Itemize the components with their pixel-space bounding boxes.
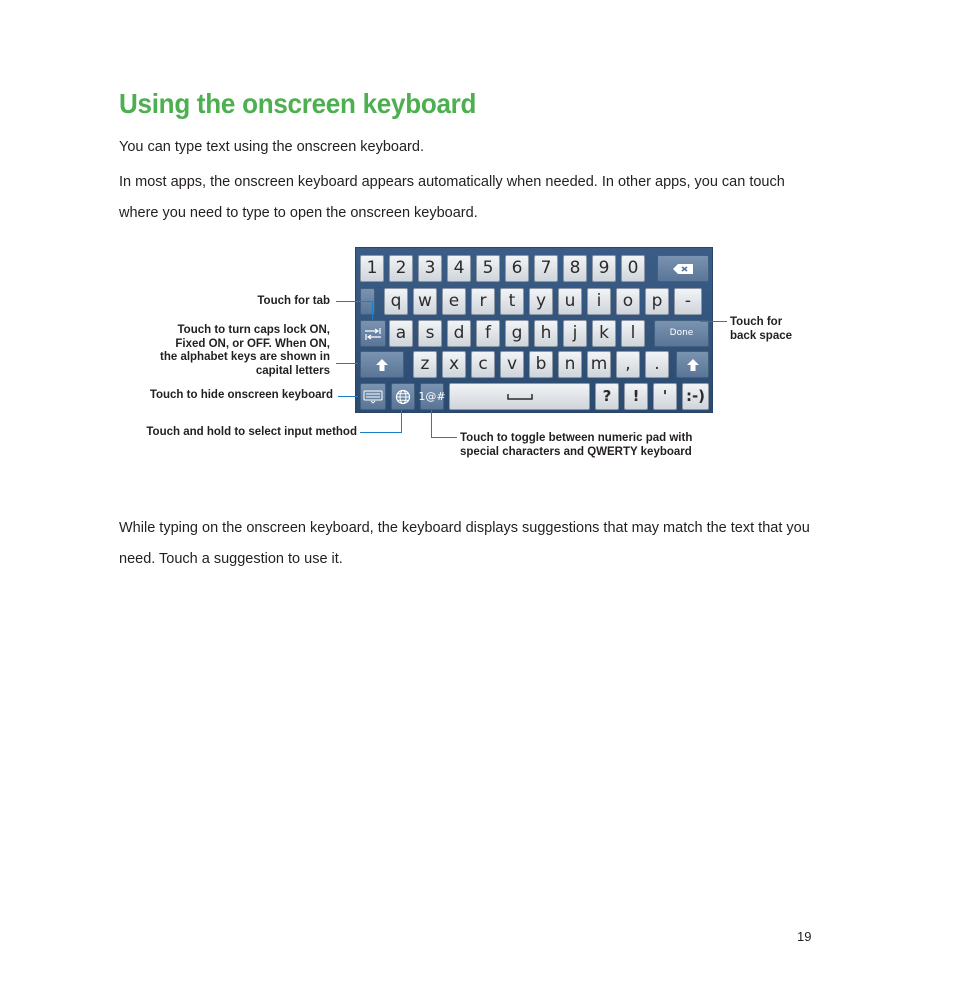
key-h: h xyxy=(534,320,558,347)
tab-key xyxy=(360,320,386,347)
backspace-icon xyxy=(672,263,694,275)
callout-backspace-line: Touch for xyxy=(730,316,783,328)
callout-caps-line: capital letters xyxy=(255,364,330,377)
apps-paragraph: In most apps, the onscreen keyboard appears automatically when needed. In other apps, you can touch where you need to type to open the onscreen keyboard. xyxy=(119,174,785,221)
toggle-leader-h xyxy=(431,437,457,438)
key-0: 0 xyxy=(621,255,645,282)
shift-icon xyxy=(687,359,699,371)
intro-paragraph: You can type text using the onscreen keyboard. xyxy=(119,139,424,155)
key-m: m xyxy=(587,351,611,378)
key-a: a xyxy=(389,320,413,347)
onscreen-keyboard xyxy=(355,247,713,413)
key-l: l xyxy=(621,320,645,347)
input-method-leader-v xyxy=(401,408,402,433)
key-exclamation: ! xyxy=(624,383,648,410)
keyboard-hide-icon xyxy=(363,390,383,404)
key-y: y xyxy=(529,288,553,315)
toggle-leader-v xyxy=(431,408,432,438)
key-8: 8 xyxy=(563,255,587,282)
key-smiley: :-) xyxy=(682,383,709,410)
globe-icon xyxy=(395,389,411,405)
callout-caps-line: Fixed ON, or OFF. When ON, xyxy=(175,337,330,350)
key-question: ? xyxy=(595,383,619,410)
key-f: f xyxy=(476,320,500,347)
shift-icon xyxy=(376,359,388,371)
key-u: u xyxy=(558,288,582,315)
callout-caps xyxy=(160,324,330,378)
callout-hide-keyboard: Touch to hide onscreen keyboard xyxy=(149,389,333,401)
key-c: c xyxy=(471,351,495,378)
key-g: g xyxy=(505,320,529,347)
key-dash: - xyxy=(674,288,702,315)
key-k: k xyxy=(592,320,616,347)
tab-leader-h xyxy=(336,301,373,302)
shift-key-left xyxy=(360,351,404,378)
key-j: j xyxy=(563,320,587,347)
key-period: . xyxy=(645,351,669,378)
input-method-key xyxy=(391,383,415,410)
suggestions-paragraph: While typing on the onscreen keyboard, the keyboard displays suggestions that may match the text that you need. Touch a suggestion to use it. xyxy=(119,520,810,567)
shift-key-right xyxy=(676,351,709,378)
key-s: s xyxy=(418,320,442,347)
key-comma: , xyxy=(616,351,640,378)
key-o: o xyxy=(616,288,640,315)
callout-input-method: Touch and hold to select input method xyxy=(146,426,357,438)
key-4: 4 xyxy=(447,255,471,282)
symbols-key: 1@# xyxy=(420,383,444,410)
key-9: 9 xyxy=(592,255,616,282)
key-apostrophe: ' xyxy=(653,383,677,410)
page-number: 19 xyxy=(797,929,812,944)
hide-keyboard-key xyxy=(360,383,386,410)
callout-toggle-symbols xyxy=(460,432,692,459)
key-v: v xyxy=(500,351,524,378)
callout-backspace xyxy=(730,316,792,343)
space-key xyxy=(449,383,590,410)
callout-caps-line: Touch to turn caps lock ON, xyxy=(177,324,330,336)
key-t: t xyxy=(500,288,524,315)
key-x: x xyxy=(442,351,466,378)
key-q: q xyxy=(384,288,408,315)
key-e: e xyxy=(442,288,466,315)
backspace-leader xyxy=(700,321,727,322)
key-6: 6 xyxy=(505,255,529,282)
callout-backspace-line: back space xyxy=(730,329,793,342)
key-5: 5 xyxy=(476,255,500,282)
key-7: 7 xyxy=(534,255,558,282)
key-r: r xyxy=(471,288,495,315)
key-i: i xyxy=(587,288,611,315)
key-3: 3 xyxy=(418,255,442,282)
key-p: p xyxy=(645,288,669,315)
hide-leader xyxy=(338,396,358,397)
callout-caps-line: the alphabet keys are shown in xyxy=(160,351,330,363)
key-2: 2 xyxy=(389,255,413,282)
tab-icon xyxy=(364,328,382,340)
callout-toggle-line: special characters and QWERTY keyboard xyxy=(460,445,692,458)
tab-leader-v xyxy=(372,301,373,320)
key-z: z xyxy=(413,351,437,378)
space-icon xyxy=(507,394,533,400)
key-d: d xyxy=(447,320,471,347)
key-n: n xyxy=(558,351,582,378)
callout-toggle-line: Touch to toggle between numeric pad with xyxy=(460,432,693,444)
key-b: b xyxy=(529,351,553,378)
key-w: w xyxy=(413,288,437,315)
caps-leader xyxy=(336,363,358,364)
page-title: Using the onscreen keyboard xyxy=(119,88,477,119)
callout-tab: Touch for tab xyxy=(257,295,330,307)
done-key: Done xyxy=(654,320,709,347)
key-1: 1 xyxy=(360,255,384,282)
input-method-leader-h xyxy=(360,432,402,433)
backspace-key xyxy=(657,255,709,282)
